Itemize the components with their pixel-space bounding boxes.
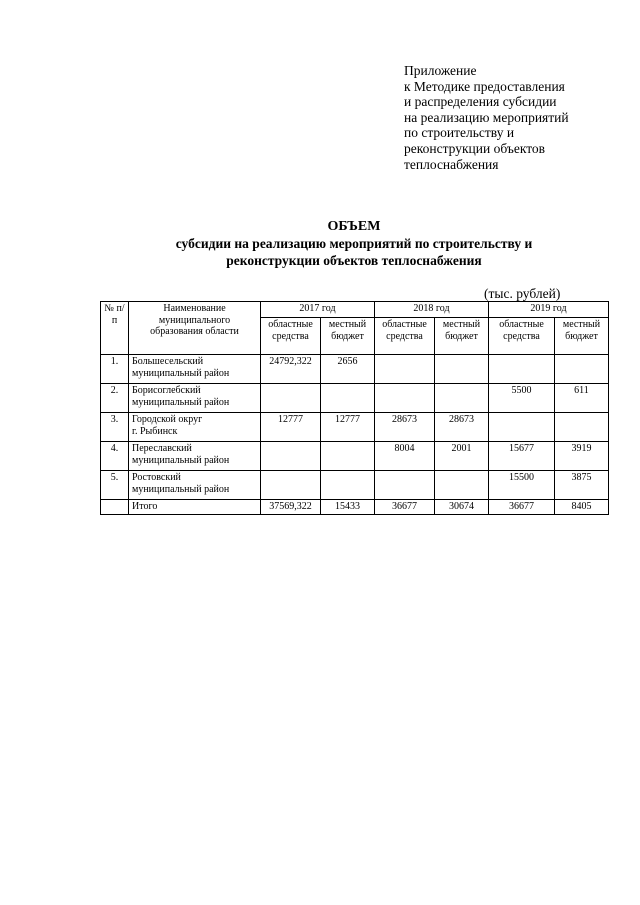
value-cell: 2001 <box>435 442 489 471</box>
name-line: муниципальный район <box>132 454 230 466</box>
table-row <box>101 413 609 442</box>
municipality-name <box>129 355 261 384</box>
header-regional-funds: областные средства <box>489 318 555 355</box>
value-cell: 15677 <box>489 442 555 471</box>
name-line: Большесельский <box>132 356 204 367</box>
header-regional-funds: областные средства <box>261 318 321 355</box>
document-title <box>100 218 608 269</box>
title-line: субсидии на реализацию мероприятий по строительству и <box>175 236 533 251</box>
total-value-cell: 36677 <box>489 500 555 515</box>
row-number <box>101 500 129 515</box>
header-num: № п/п <box>101 302 129 355</box>
appendix-line: по строительству и <box>404 125 515 141</box>
row-number: 3. <box>101 413 129 442</box>
value-cell <box>555 413 609 442</box>
value-cell <box>435 384 489 413</box>
row-number: 4. <box>101 442 129 471</box>
value-cell <box>321 442 375 471</box>
value-cell: 5500 <box>489 384 555 413</box>
value-cell <box>321 471 375 500</box>
total-value-cell: 15433 <box>321 500 375 515</box>
value-cell: 2656 <box>321 355 375 384</box>
row-number: 5. <box>101 471 129 500</box>
value-cell <box>489 413 555 442</box>
municipality-name <box>129 413 261 442</box>
total-value-cell: 30674 <box>435 500 489 515</box>
header-local-budget: местный бюджет <box>321 318 375 355</box>
value-cell: 8004 <box>375 442 435 471</box>
appendix-line: Приложение <box>404 63 477 78</box>
value-cell <box>321 384 375 413</box>
municipality-name <box>129 384 261 413</box>
value-cell: 12777 <box>261 413 321 442</box>
table-row <box>101 384 609 413</box>
value-cell: 28673 <box>375 413 435 442</box>
appendix-line: и распределения субсидии <box>404 94 557 110</box>
total-value-cell: 36677 <box>375 500 435 515</box>
total-row <box>101 500 609 515</box>
value-cell <box>261 471 321 500</box>
table-row <box>101 442 609 471</box>
appendix-line: к Методике предоставления <box>404 78 565 94</box>
header-year-2019: 2019 год <box>489 302 609 318</box>
header-year-2018: 2018 год <box>375 302 489 318</box>
row-number: 1. <box>101 355 129 384</box>
header-local-budget: местный бюджет <box>435 318 489 355</box>
subsidy-table <box>100 301 609 515</box>
value-cell: 15500 <box>489 471 555 500</box>
header-year-2017: 2017 год <box>261 302 375 318</box>
value-cell <box>375 384 435 413</box>
name-line: муниципальный район <box>132 396 230 408</box>
header-regional-funds: областные средства <box>375 318 435 355</box>
total-value-cell: 8405 <box>555 500 609 515</box>
municipality-name <box>129 442 261 471</box>
value-cell: 3875 <box>555 471 609 500</box>
name-line: муниципальный район <box>132 483 230 495</box>
name-line: Городской округ <box>132 414 203 425</box>
value-cell: 28673 <box>435 413 489 442</box>
table-row <box>101 355 609 384</box>
row-number: 2. <box>101 384 129 413</box>
total-value-cell: 37569,322 <box>261 500 321 515</box>
value-cell <box>489 355 555 384</box>
appendix-note <box>404 63 569 172</box>
header-local-budget: местный бюджет <box>555 318 609 355</box>
title-line: реконструкции объектов теплоснабжения <box>226 253 482 268</box>
value-cell: 3919 <box>555 442 609 471</box>
value-cell: 12777 <box>321 413 375 442</box>
header-name: Наименование муниципального образования области <box>129 302 261 355</box>
value-cell <box>261 384 321 413</box>
appendix-line: на реализацию мероприятий <box>404 109 569 125</box>
value-cell: 611 <box>555 384 609 413</box>
title-main: ОБЪЕМ <box>327 219 381 234</box>
table-row <box>101 471 609 500</box>
name-line: Борисоглебский <box>132 385 201 396</box>
total-label: Итого <box>129 500 261 515</box>
value-cell <box>435 471 489 500</box>
value-cell <box>375 471 435 500</box>
value-cell: 24792,322 <box>261 355 321 384</box>
name-line: Ростовский <box>132 472 181 483</box>
municipality-name <box>129 471 261 500</box>
value-cell <box>555 355 609 384</box>
value-cell <box>261 442 321 471</box>
name-line: г. Рыбинск <box>132 425 178 437</box>
value-cell <box>375 355 435 384</box>
units-label: (тыс. рублей) <box>484 286 561 301</box>
appendix-line: теплоснабжения <box>404 156 499 172</box>
name-line: муниципальный район <box>132 367 230 379</box>
name-line: Переславский <box>132 443 192 454</box>
appendix-line: реконструкции объектов <box>404 140 546 156</box>
value-cell <box>435 355 489 384</box>
